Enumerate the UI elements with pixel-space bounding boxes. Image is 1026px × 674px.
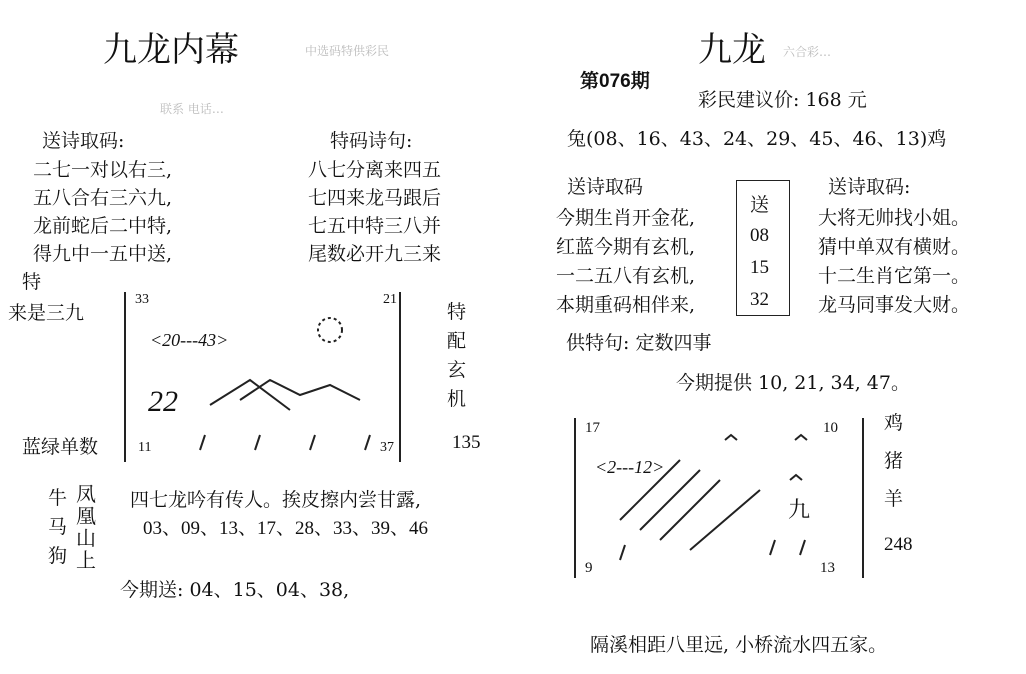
right-poem2-line: 猜中单双有横财。 bbox=[818, 236, 971, 258]
side-number: 135 bbox=[452, 432, 481, 453]
sketch-label: 10 bbox=[823, 420, 838, 436]
phoenix-char: 凰 bbox=[76, 504, 96, 528]
send-box-number: 15 bbox=[750, 257, 769, 278]
side-char: 配 bbox=[447, 330, 467, 352]
right-poem-line: 红蓝今期有玄机, bbox=[556, 236, 696, 258]
right-poem2-header: 送诗取码: bbox=[828, 176, 911, 198]
side-char: 鸡 bbox=[884, 412, 904, 434]
zodiac: 马 bbox=[48, 516, 68, 538]
laishi-label: 来是三九 bbox=[8, 302, 85, 324]
issue-number: 第076期 bbox=[580, 71, 650, 92]
special-line: 七四来龙马跟后 bbox=[308, 187, 442, 209]
zodiac: 牛 bbox=[48, 487, 68, 509]
sketch-label: 11 bbox=[138, 440, 152, 455]
side-char: 猪 bbox=[884, 450, 904, 472]
left-sketch-sun bbox=[318, 318, 342, 342]
sketch-label: 17 bbox=[585, 420, 600, 436]
special-line: 八七分离来四五 bbox=[308, 159, 442, 181]
sketch-number: 22 bbox=[148, 385, 178, 418]
right-poem-line: 一二五八有玄机, bbox=[556, 265, 696, 287]
right-poem-header: 送诗取码 bbox=[567, 176, 644, 198]
sketch-label: 37 bbox=[380, 440, 394, 455]
right-poem2-line: 十二生肖它第一。 bbox=[818, 265, 971, 287]
side-number: 248 bbox=[884, 534, 913, 555]
right-poem2-line: 龙马同事发大财。 bbox=[818, 294, 971, 316]
special-line: 尾数必开九三来 bbox=[308, 243, 442, 265]
special-line: 七五中特三八并 bbox=[308, 215, 442, 237]
phoenix-char: 凤 bbox=[76, 482, 96, 506]
left-title: 九龙内幕 bbox=[103, 30, 239, 70]
right-poem2-line: 大将无帅找小姐。 bbox=[818, 207, 971, 229]
left-poem-header: 送诗取码: bbox=[42, 130, 125, 152]
left-poem-line: 龙前蛇后二中特, bbox=[33, 215, 173, 237]
today-line: 今期送: 04、15、04、38, bbox=[120, 579, 350, 601]
right-subtitle: 六合彩… bbox=[783, 45, 832, 59]
price: 彩民建议价: 168 元 bbox=[698, 89, 867, 111]
right-sketch-birds bbox=[725, 435, 807, 480]
sketch-char: 九 bbox=[788, 498, 811, 523]
left-subtitle: 中选码特供彩民 bbox=[305, 44, 390, 58]
right-poem-line: 本期重码相伴来, bbox=[556, 294, 696, 316]
send-box-label: 送 bbox=[750, 194, 770, 216]
range-line: 兔(08、16、43、24、29、45、46、13)鸡 bbox=[567, 128, 947, 150]
verse: 四七龙吟有传人。挨皮擦内尝甘露, bbox=[130, 489, 422, 511]
sketch-range: <20---43> bbox=[150, 330, 229, 350]
side-char: 特 bbox=[447, 301, 467, 323]
left-poem-line: 二七一对以右三, bbox=[33, 159, 173, 181]
side-char: 机 bbox=[447, 388, 467, 410]
numbers-line: 03、09、13、17、28、33、39、46 bbox=[143, 518, 429, 539]
left-sketch-grass bbox=[200, 435, 370, 450]
send-box-number: 32 bbox=[750, 289, 769, 310]
sketch-label: 13 bbox=[820, 560, 835, 576]
left-faint-line: 联系 电话… bbox=[160, 102, 224, 116]
footer-verse: 隔溪相距八里远, 小桥流水四五家。 bbox=[590, 634, 888, 656]
provide-line: 今期提供 10, 21, 34, 47。 bbox=[676, 372, 910, 394]
zodiac: 狗 bbox=[48, 545, 68, 567]
special-header: 特码诗句: bbox=[330, 130, 413, 152]
right-poem-line: 今期生肖开金花, bbox=[556, 207, 696, 229]
left-poem-line: 五八合右三六九, bbox=[33, 187, 173, 209]
left-poem-line: 得九中一五中送, bbox=[33, 243, 173, 265]
side-char: 玄 bbox=[447, 359, 467, 381]
sketch-range: <2---12> bbox=[595, 457, 665, 477]
send-box-number: 08 bbox=[750, 225, 769, 246]
left-sketch-mountains bbox=[210, 380, 360, 410]
sketch-label: 21 bbox=[383, 292, 397, 307]
right-title: 九龙 bbox=[698, 30, 766, 70]
te-label: 特 bbox=[22, 271, 42, 293]
lanlv-label: 蓝绿单数 bbox=[22, 436, 99, 458]
phoenix-char: 山 bbox=[76, 526, 96, 550]
right-sketch-grass bbox=[620, 540, 805, 560]
phoenix-char: 上 bbox=[76, 548, 96, 572]
side-char: 羊 bbox=[884, 488, 904, 510]
gong-line: 供特句: 定数四事 bbox=[566, 332, 712, 354]
sketch-label: 9 bbox=[585, 560, 593, 576]
sketch-label: 33 bbox=[135, 292, 149, 307]
